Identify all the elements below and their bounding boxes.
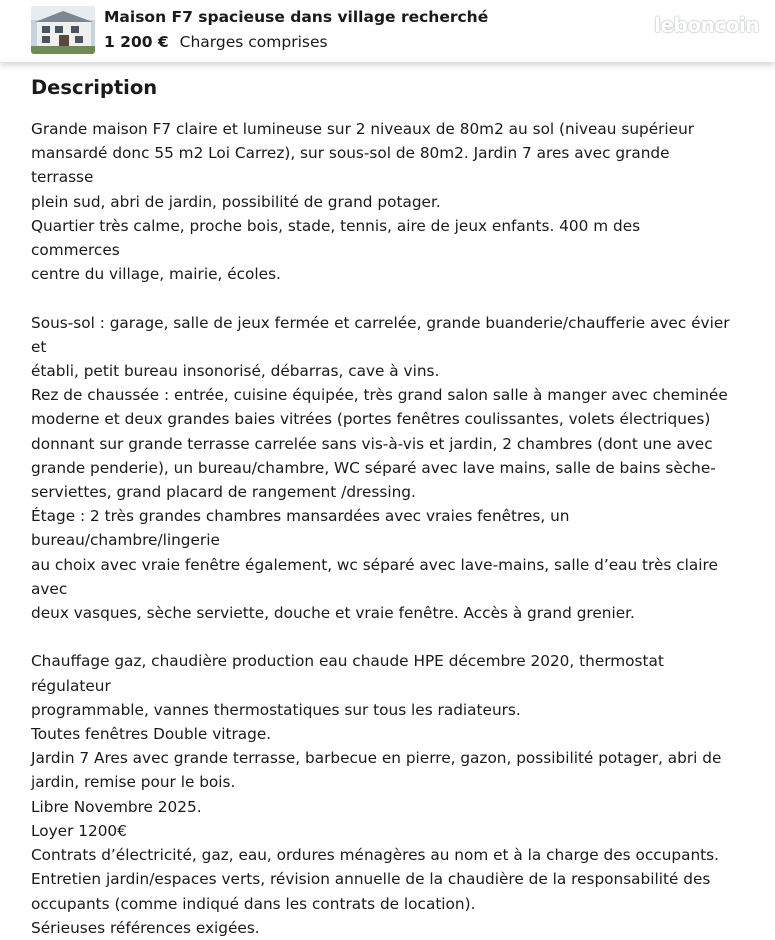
- charges-label: Charges comprises: [179, 33, 328, 51]
- ad-title: Maison F7 spacieuse dans village recherché: [104, 8, 489, 26]
- house-photo-icon: [31, 6, 95, 54]
- leboncoin-logo[interactable]: leboncoin: [654, 13, 759, 37]
- price-line: [104, 33, 328, 51]
- description-text: Grande maison F7 claire et lumineuse sur 2 niveaux de 80m2 au sol (niveau supérieur mansardé donc 55 m2 Loi Carrez), sur sous-sol de 80m2. Jardin 7 ares avec grande terrasse plein sud, abri de jardin, possibilité de grand potager. Quartier très calme, proche bois, stade, tennis, aire de jeux enfants. 400 m des commerces centre du village, mairie, écoles. Sous-sol : garage, salle de jeux fermée et carrelée, grande buanderie/chaufferie avec évier et établi, petit bureau insonorisé, débarras, cave à vins. Rez de chaussée : entrée, cuisine équipée, très grand salon salle à manger avec cheminée moderne et deux grandes baies vitrées (portes fenêtres coulissantes, volets électriques) donnant sur grande terrasse carrelée sans vis-à-vis et jardin, 2 chambres (dont une avec grande penderie), un bureau/chambre, WC séparé avec lave mains, salle de bains sèche- serviettes, grand placard de rangement /dressing. Étage : 2 très grandes chambres mansardées avec vraies fenêtres, un bureau/chambre/lingerie au choix avec vraie fenêtre également, wc séparé avec lave-mains, salle d’eau très claire avec deux vasques, sèche serviette, douche et vraie fenêtre. Accès à grand grenier. Chauffage gaz, chaudière production eau chaude HPE décembre 2020, thermostat régulateur programmable, vannes thermostatiques sur tous les radiateurs. Toutes fenêtres Double vitrage. Jardin 7 Ares avec grande terrasse, barbecue en pierre, gazon, possibilité potager, abri de jardin, remise pour le bois. Libre Novembre 2025. Loyer 1200€ Contrats d’électricité, gaz, eau, ordures ménagères au nom et à la charge des occupants. Entretien jardin/espaces verts, révision annuelle de la chaudière de la responsabilité des occupants (comme indiqué dans les contrats de location). Sérieuses références exigées.: [31, 120, 730, 937]
- description-heading: Description: [31, 76, 158, 99]
- sticky-ad-header: [0, 0, 775, 62]
- description-section: [31, 62, 731, 940]
- ad-thumbnail-image[interactable]: [31, 6, 95, 54]
- ad-price: 1 200 €: [104, 33, 169, 51]
